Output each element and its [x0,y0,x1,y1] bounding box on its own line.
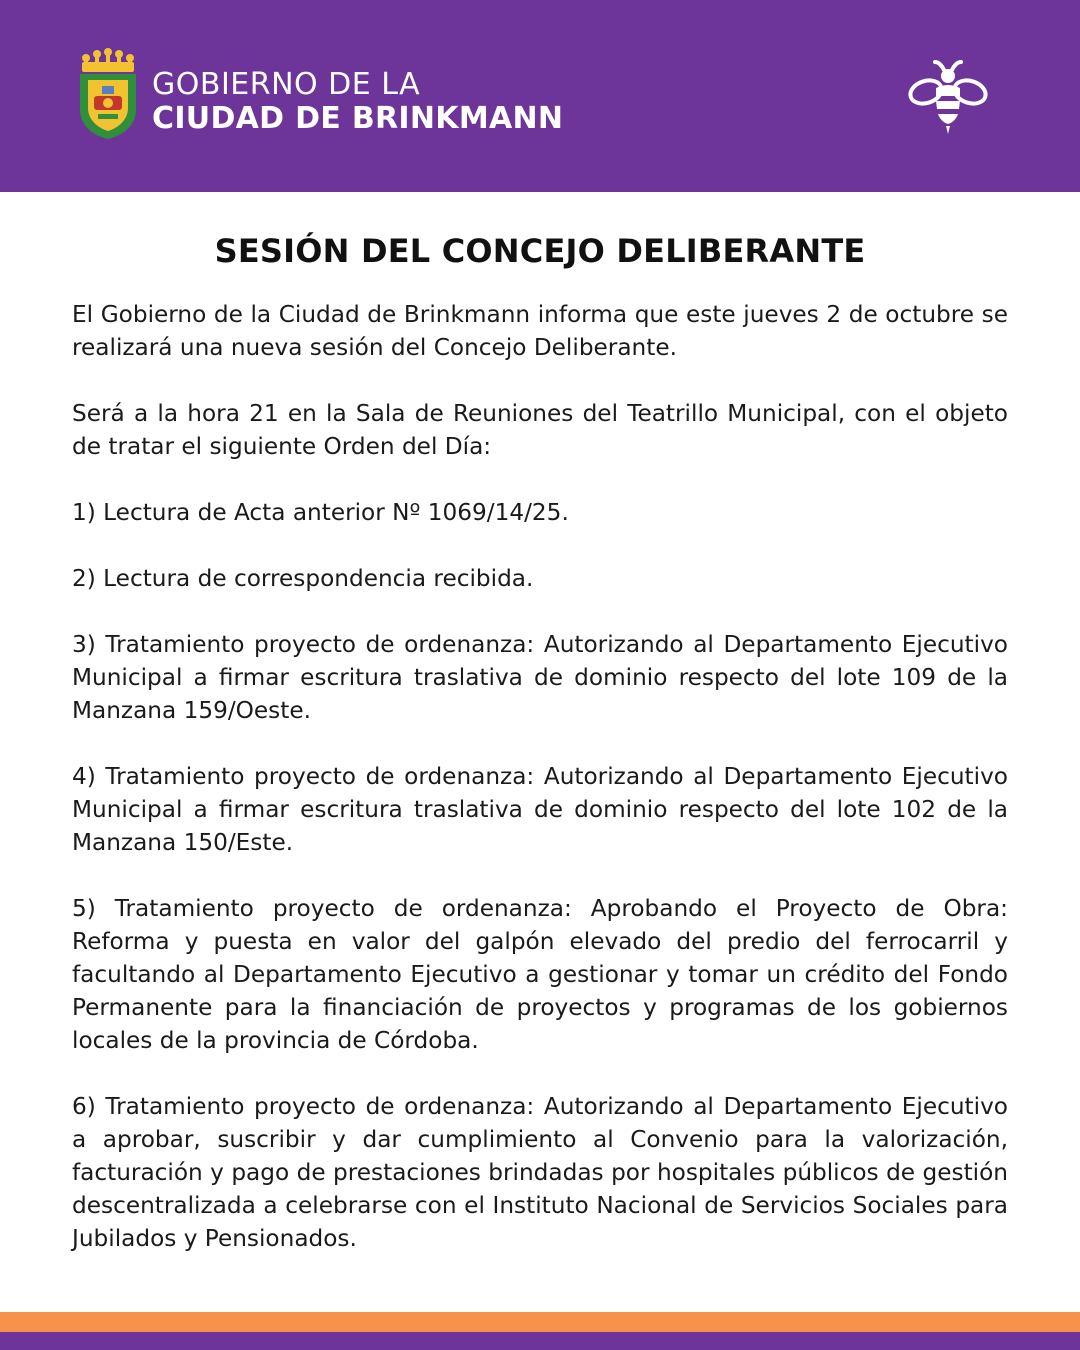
agenda-item-2: 2) Lectura de correspondencia recibida. [72,565,534,592]
agenda-item-3: 3) Tratamiento proyecto de ordenanza: Autorizando al Departamento Ejecutivo Municipal a firmar escritura traslativa de dominio respecto del lote 109 de la Manzana 159/Oeste. [72,631,1008,724]
coat-of-arms-icon [76,48,140,140]
intro-paragraph: El Gobierno de la Ciudad de Brinkmann informa que este jueves 2 de octubre se realizará una nueva sesión del Concejo Deliberante. [72,301,1008,361]
agenda-item-6: 6) Tratamiento proyecto de ordenanza: Autorizando al Departamento Ejecutivo a aprobar, suscribir y dar cumplimiento al Convenio para la valorización, facturación y pago de prestaciones brindadas por hospitales públicos de gestión descentralizada a celebrarse con el Instituto Nacional de Servicios Sociales para Jubilados y Pensionados. [72,1093,1008,1252]
brand-line-2: CIUDAD DE BRINKMANN [152,101,564,136]
footer-stripe-purple [0,1332,1080,1350]
brand-line-1: GOBIERNO DE LA [152,67,421,102]
footer-stripe-orange [0,1312,1080,1332]
agenda-item-5: 5) Tratamiento proyecto de ordenanza: Aprobando el Proyecto de Obra: Reforma y puesta en valor del galpón elevado del predio del ferrocarril y facultando al Departamento Ejecutivo a gestionar y tomar un crédito del Fondo Permanente para la financiación de proyectos y programas de los gobiernos locales de la provincia de Córdoba. [72,895,1008,1054]
page-title: SESIÓN DEL CONCEJO DELIBERANTE [214,232,866,270]
schedule-paragraph: Será a la hora 21 en la Sala de Reuniones del Teatrillo Municipal, con el objeto de tratar el siguiente Orden del Día: [72,400,1008,460]
announcement-body [72,298,1008,1255]
brand-name [152,67,564,136]
header-banner [0,0,1080,192]
agenda-item-1: 1) Lectura de Acta anterior Nº 1069/14/25. [72,499,569,526]
bee-icon [906,56,990,138]
agenda-item-4: 4) Tratamiento proyecto de ordenanza: Autorizando al Departamento Ejecutivo Municipal a firmar escritura traslativa de dominio respecto del lote 102 de la Manzana 150/Este. [72,763,1008,856]
